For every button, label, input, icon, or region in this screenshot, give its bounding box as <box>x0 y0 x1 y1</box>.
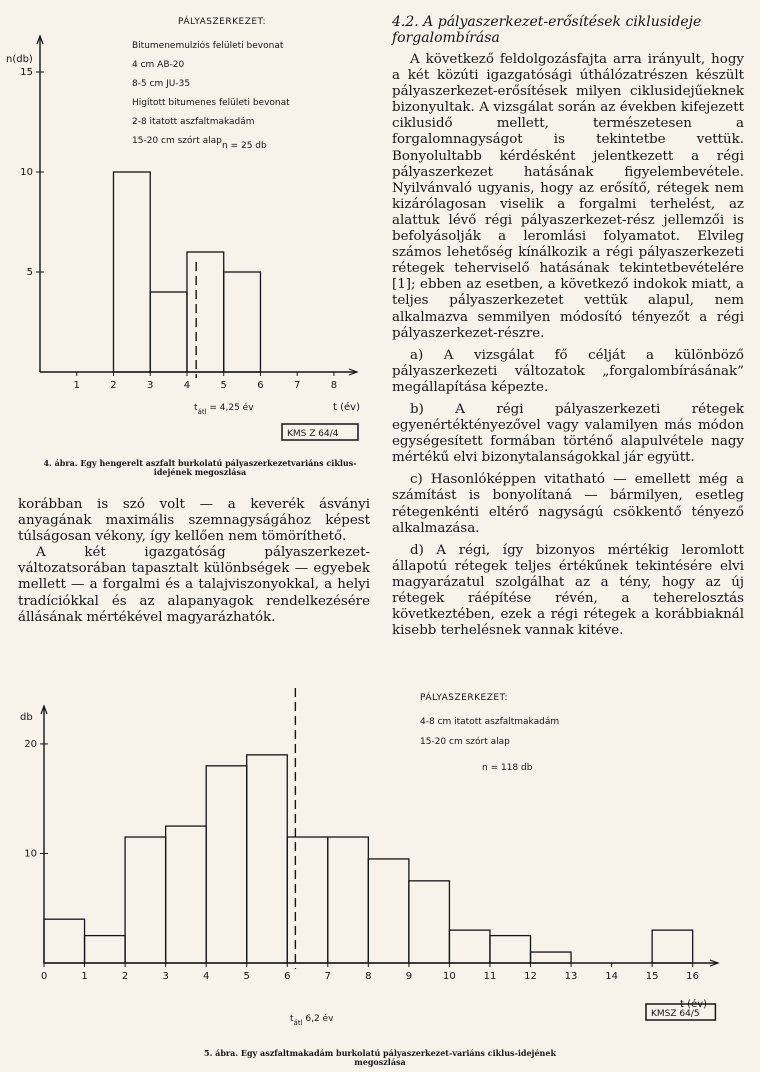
left-paragraph-2: A két igazgatóság pályaszerkezet-változatsorában tapasztalt különbségek — egyebek mellett — a forgalmi és a talajviszonyokkal, a helyi tradíciókkal és az alapanyagok rendelkezésére állásának mértékével magyarázhatók. <box>18 545 370 625</box>
figure-4-chart <box>0 0 390 455</box>
histogram-bar <box>113 172 150 372</box>
construction-line: Higított bitumenes felületi bevonat <box>132 98 290 108</box>
x-tick-label: 5 <box>220 380 227 391</box>
x-tick-label: 7 <box>294 380 301 391</box>
x-axis-label: t (év) <box>680 999 707 1010</box>
y-tick-label: 10 <box>20 167 33 178</box>
histogram-bar <box>368 859 409 963</box>
figure-code-label: KMSZ 64/5 <box>651 1009 700 1019</box>
figure-5-chart <box>0 660 760 1045</box>
sample-size-label: n = 118 db <box>482 763 533 773</box>
construction-line: 2-8 itatott aszfaltmakadám <box>132 117 255 127</box>
y-tick-label: 10 <box>24 848 37 860</box>
construction-line: 4 cm AB-20 <box>132 60 185 70</box>
histogram-bar <box>85 936 126 963</box>
right-paragraph-c: c) Hasonlóképpen vitatható — emellett még a számítást is bonyolítaná — bármilyen, esetleg rétegenkénti eltérő nagyságú csökkentő tényező alkalmazása. <box>392 472 744 536</box>
x-tick-label: 8 <box>330 380 338 391</box>
histogram-bar <box>409 881 450 963</box>
construction-header: PÁLYASZERKEZET: <box>420 693 509 703</box>
x-tick-label: 4 <box>183 380 191 391</box>
right-paragraph-d: d) A régi, így bizonyos mértékig leromlott állapotú rétegek teljes értékűnek tekintésére elvi magyarázatul szolgálhat az a tény, hogy az új rétegek ráépítése révén, a teherelosztás következtében, ezek a régi rétegek a korábbiaknál kisebb terhelésnek vannak kitéve. <box>392 542 744 639</box>
x-tick-label: 12 <box>524 971 537 982</box>
histogram-bar <box>287 837 328 963</box>
construction-line: 8-5 cm JU-35 <box>132 79 191 89</box>
figure-5-caption: 5. ábra. Egy aszfaltmakadám burkolatú pályaszerkezet-variáns ciklus-idejének megoszlása <box>204 1048 556 1067</box>
x-tick-label: 14 <box>605 971 618 982</box>
section-heading: 4.2. A pályaszerkezet-erősítések ciklusideje forgalombírása <box>392 14 702 46</box>
histogram-bar <box>328 837 369 963</box>
histogram-bar <box>187 252 224 372</box>
x-tick-label: 11 <box>483 971 497 982</box>
right-paragraph-b: b) A régi pályaszerkezeti rétegek egyenértéktényezővel vagy valamilyen más módon egységesített formában történő alapulvétele nagy mértékű elvi bizonytalanságokkal jár együtt. <box>392 401 744 466</box>
x-tick-label: 7 <box>324 971 331 982</box>
left-column-text <box>18 497 370 626</box>
x-tick-label: 3 <box>147 380 154 391</box>
histogram-bar <box>490 936 531 963</box>
x-tick-label: 16 <box>686 971 700 982</box>
x-tick-label: 6 <box>284 971 291 982</box>
histogram-bar <box>449 930 490 963</box>
x-tick-label: 3 <box>162 971 169 982</box>
construction-header: PÁLYASZERKEZET: <box>178 17 267 27</box>
histogram-bar <box>166 826 207 963</box>
x-tick-label: 4 <box>202 971 210 982</box>
right-paragraph-a: a) A vizsgálat fő célját a különböző pályaszerkezeti változatok „forgalombírásának” megállapítása képezte. <box>392 347 744 395</box>
y-axis-label: db <box>20 712 33 723</box>
y-tick-label: 15 <box>20 67 33 78</box>
histogram-bar <box>224 272 261 372</box>
histogram-bar <box>531 952 572 963</box>
x-tick-label: 15 <box>645 971 659 982</box>
x-tick-label: 10 <box>443 971 456 982</box>
y-axis-label: n(db) <box>6 54 33 65</box>
x-tick-label: 2 <box>121 971 129 982</box>
mean-label: $t_{átl} = 4,25$ év <box>194 403 254 416</box>
left-paragraph-1: korábban is szó volt — a keverék ásványi anyagának maximális szemnagyságához képest túlságosan vékony, így kellően nem tömöríthető. <box>18 497 370 545</box>
right-column-text <box>392 52 744 639</box>
histogram-bar <box>247 755 288 963</box>
histogram-bar <box>44 919 85 963</box>
construction-line: 15-20 cm szórt alap <box>420 737 510 747</box>
right-paragraph-1: A következő feldolgozásfajta arra irányult, hogy a két közúti igazgatósági úthálózatrészen készült pályaszerkezet-erősítések milyen ciklusidejűeknek bizonyultak. A vizsgálat során az években kifejezett ciklusidő mellett, természetesen a forgalomnagyságot is tekintetbe vettük. Bonyolultabb kérdésként jelentkezett a régi pályaszerkezet hatásának figyelembevétele. Nyilvánvaló ugyanis, hogy az erősítő, rétegek nem kizárólagosan viselik a forgalmi terhelést, az alattuk lévő régi pályaszerkezet-rész jellemzői is befolyásolják a leromlási folyamatot. Elvileg számos lehetőség kínálkozik a régi pályaszerkezeti rétegek teherviselő hatásának tekintetbevételére [1]; ebben az esetben, a következő indokok miatt, a teljes pályaszerkezetet vettük alapul, nem alkalmazva semmilyen módosító tényezőt a régi pályaszerkezet-részre. <box>392 52 744 341</box>
x-tick-label: 13 <box>564 971 578 982</box>
x-tick-label: 1 <box>81 971 88 982</box>
x-tick-label: 2 <box>110 380 117 391</box>
figure-4-caption: 4. ábra. Egy hengerelt aszfalt burkolatú pályaszerkezetvariáns ciklus-idejének megoszlása <box>43 458 357 477</box>
histogram-bar <box>652 930 693 963</box>
construction-line: 4-8 cm itatott aszfaltmakadám <box>420 717 560 727</box>
construction-line: 15-20 cm szórt alap <box>132 136 222 146</box>
y-tick-label: 20 <box>24 738 37 750</box>
histogram-bar <box>125 837 166 963</box>
mean-label: $t_{átl}$ 6,2 év <box>290 1014 334 1027</box>
sample-size-label: n = 25 db <box>222 141 267 151</box>
y-tick-label: 5 <box>26 267 33 278</box>
histogram-bar <box>206 766 247 963</box>
x-axis-label: t (év) <box>333 402 360 413</box>
x-tick-label: 9 <box>405 971 413 982</box>
x-tick-label: 6 <box>257 380 264 391</box>
x-tick-label: 5 <box>243 971 250 982</box>
figure-code-label: KMS Z 64/4 <box>287 429 339 439</box>
x-tick-label: 8 <box>365 971 372 982</box>
x-tick-label: 1 <box>73 380 80 391</box>
histogram-bar <box>150 292 187 372</box>
construction-line: Bitumenemulziós felületi bevonat <box>132 41 284 51</box>
x-tick-label: 0 <box>40 971 48 982</box>
